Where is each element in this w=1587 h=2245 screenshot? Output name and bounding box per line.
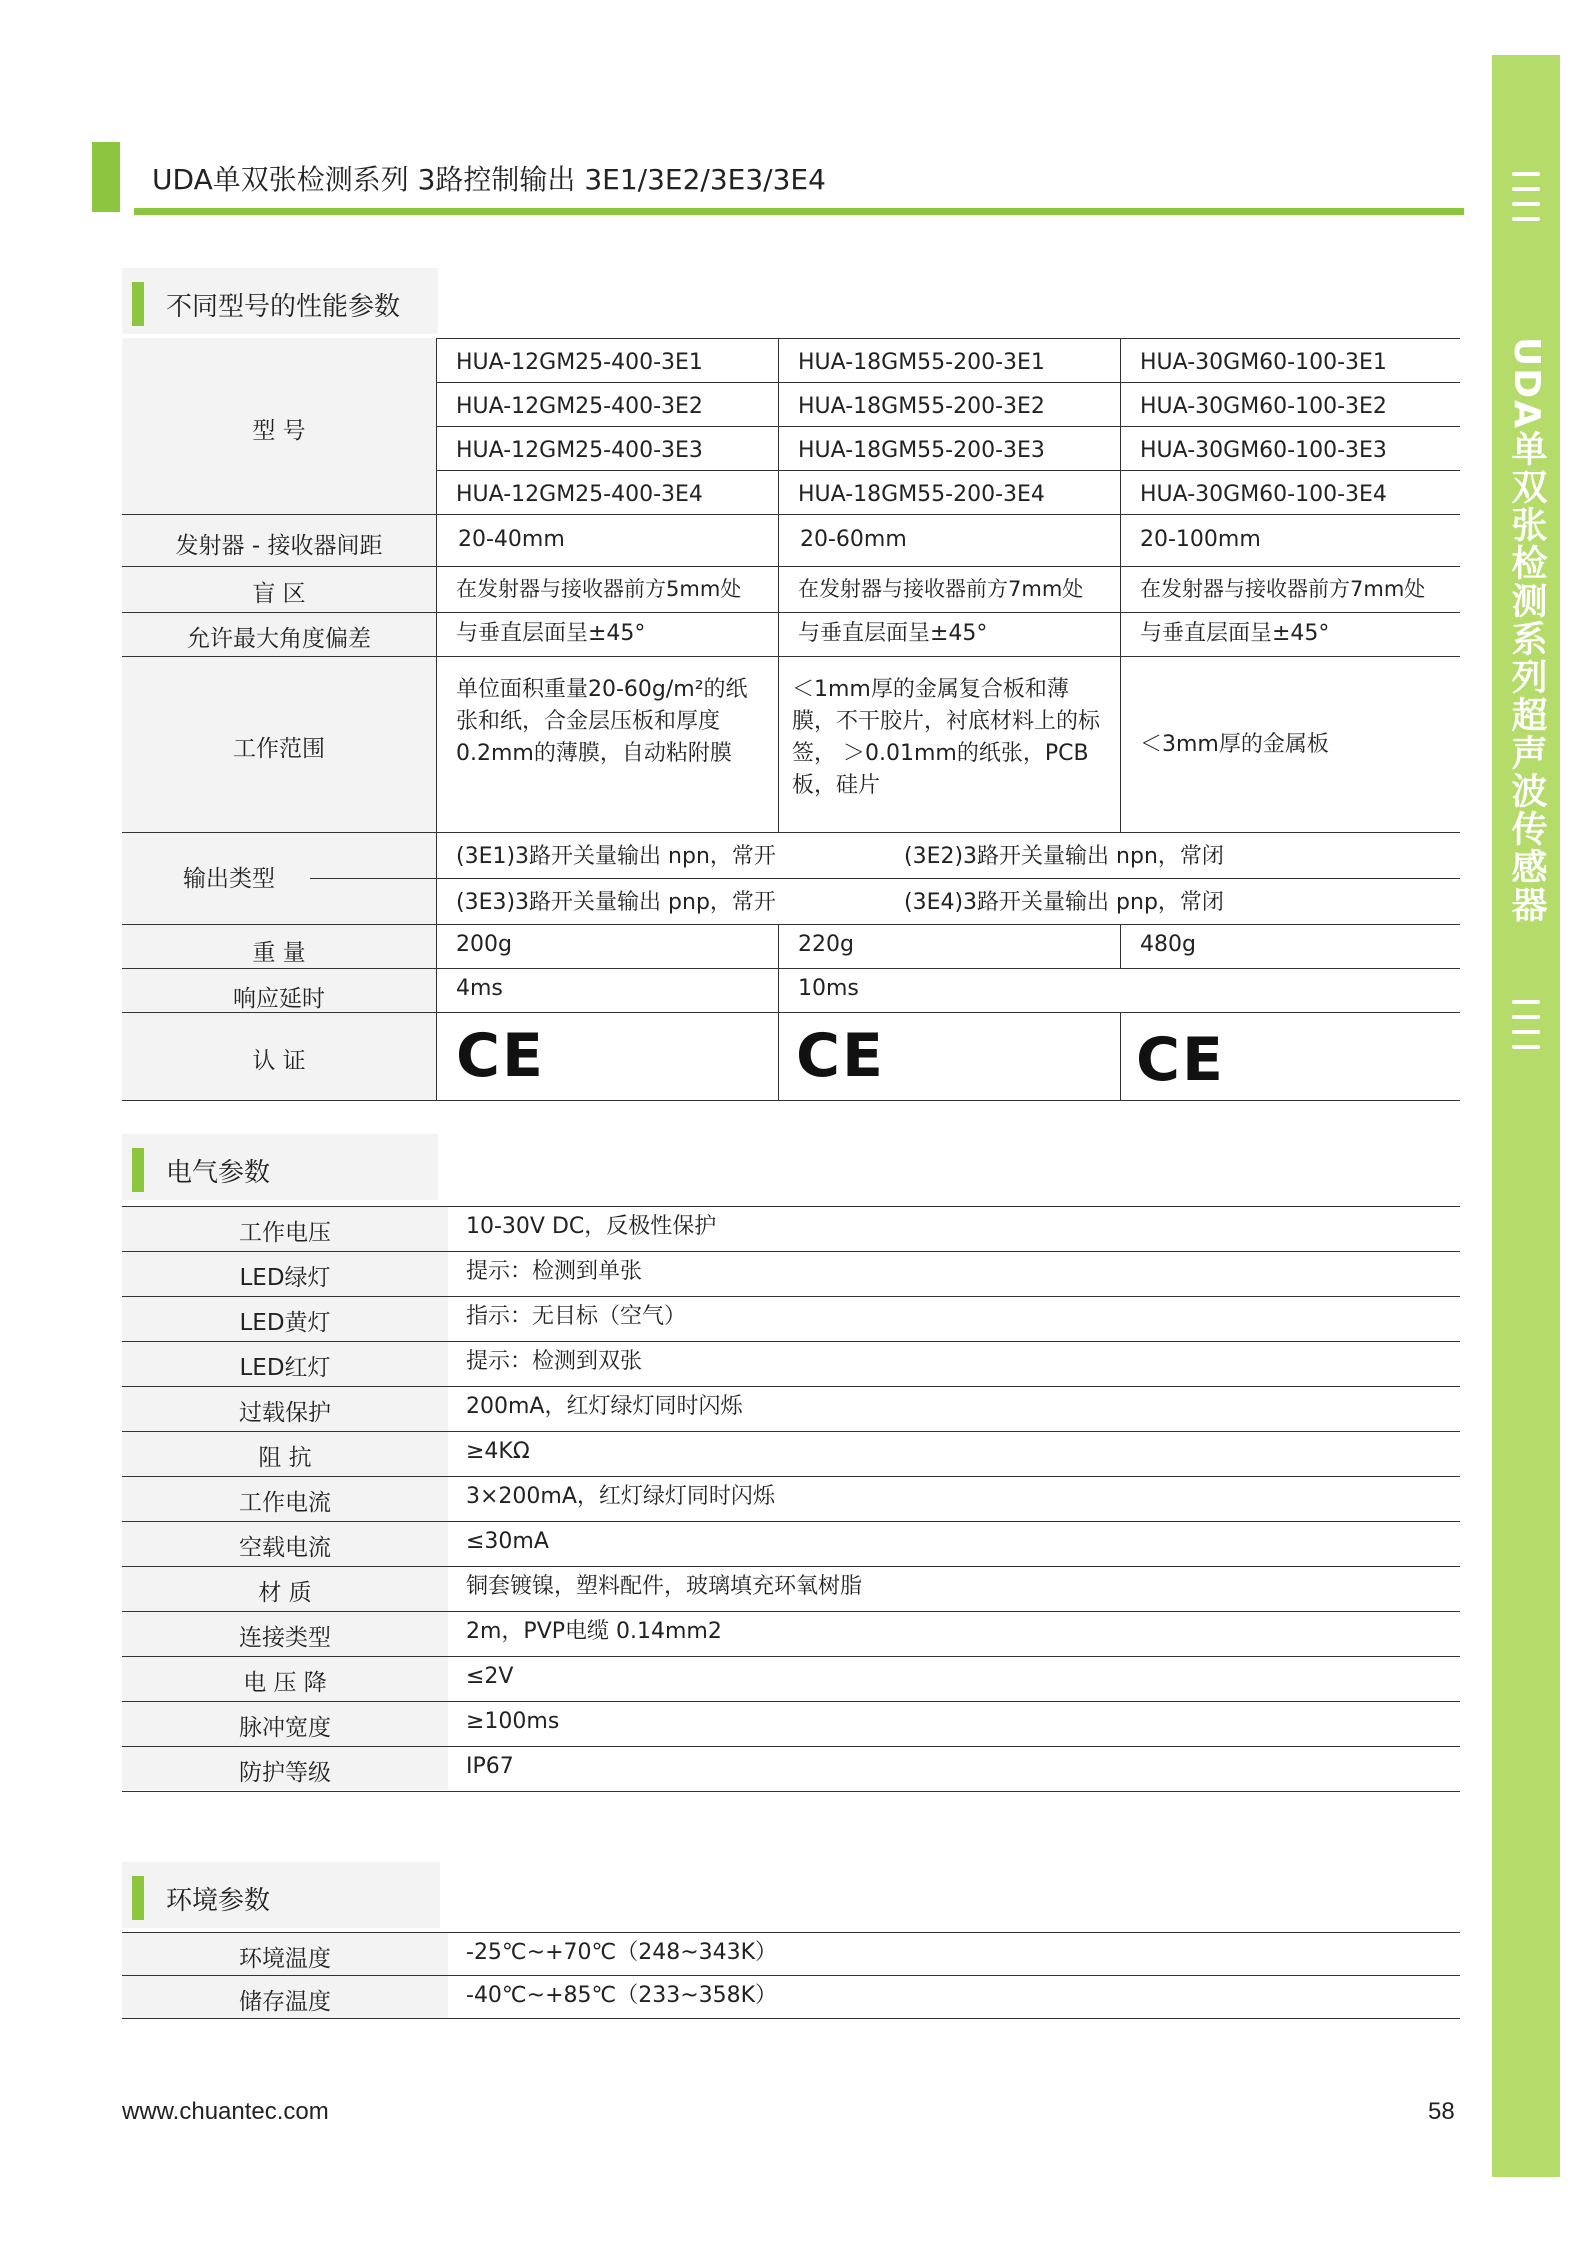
page-title: UDA单双张检测系列 3路控制输出 3E1/3E2/3E3/3E4 bbox=[152, 163, 826, 196]
section-title: 不同型号的性能参数 bbox=[166, 292, 401, 322]
distance-cell: 20-100mm bbox=[1140, 527, 1261, 552]
row-divider bbox=[122, 1341, 1460, 1342]
spec-value: ≤30mA bbox=[466, 1529, 549, 1554]
spec-value: 提示：检测到单张 bbox=[466, 1259, 643, 1284]
row-divider bbox=[122, 1701, 1460, 1702]
spec-label: 连接类型 bbox=[239, 1625, 331, 1651]
model-cell: HUA-18GM55-200-3E3 bbox=[798, 438, 1045, 463]
row-divider bbox=[122, 1251, 1460, 1252]
response-cell: 10ms bbox=[798, 976, 859, 1001]
spec-label: 工作电压 bbox=[239, 1220, 331, 1246]
spec-label: LED绿灯 bbox=[239, 1265, 331, 1291]
spec-value: 3×200mA，红灯绿灯同时闪烁 bbox=[466, 1484, 775, 1509]
spec-value: ≤2V bbox=[466, 1664, 514, 1689]
angle-cell: 与垂直层面呈±45° bbox=[456, 621, 646, 646]
response-cell: 4ms bbox=[456, 976, 503, 1001]
blind-label: 盲 区 bbox=[252, 581, 306, 607]
spec-value: IP67 bbox=[466, 1754, 514, 1779]
output-cell: (3E2)3路开关量输出 npn，常闭 bbox=[904, 844, 1224, 869]
response-label: 响应延时 bbox=[233, 986, 325, 1012]
row-divider bbox=[122, 1611, 1460, 1612]
section-mark bbox=[132, 1148, 144, 1192]
spec-value: 提示：检测到双张 bbox=[466, 1349, 643, 1374]
spec-value: 铜套镀镍，塑料配件，玻璃填充环氧树脂 bbox=[466, 1574, 863, 1599]
spec-label: 材 质 bbox=[258, 1580, 312, 1606]
weight-label: 重 量 bbox=[252, 940, 306, 966]
header-underline bbox=[134, 208, 1464, 215]
blind-cell: 在发射器与接收器前方5mm处 bbox=[456, 577, 742, 601]
range-cell: ＜1mm厚的金属复合板和薄膜，不干胶片，衬底材料上的标签， ＞0.01mm的纸张，PCB板，硅片 bbox=[792, 677, 1101, 798]
spec-value: ≥4KΩ bbox=[466, 1439, 530, 1464]
section-mark bbox=[132, 1876, 144, 1920]
section-header-performance bbox=[122, 268, 438, 334]
angle-cell: 与垂直层面呈±45° bbox=[798, 621, 988, 646]
row-divider bbox=[122, 1656, 1460, 1657]
spec-value: -40℃~+85℃（233~358K） bbox=[466, 1983, 778, 2008]
model-cell: HUA-18GM55-200-3E4 bbox=[798, 482, 1045, 507]
distance-cell: 20-60mm bbox=[800, 527, 907, 552]
angle-cell: 与垂直层面呈±45° bbox=[1140, 621, 1330, 646]
spec-label: 防护等级 bbox=[239, 1760, 331, 1786]
weight-cell: 200g bbox=[456, 932, 512, 957]
spec-label: 储存温度 bbox=[239, 1989, 331, 2015]
section-header-environment bbox=[122, 1862, 440, 1928]
row-divider bbox=[122, 1746, 1460, 1747]
ce-mark-icon: CE bbox=[1136, 1025, 1226, 1095]
section-mark bbox=[132, 282, 144, 326]
spec-value: 2m，PVP电缆 0.14mm2 bbox=[466, 1619, 722, 1644]
model-cell: HUA-30GM60-100-3E4 bbox=[1140, 482, 1387, 507]
model-cell: HUA-30GM60-100-3E3 bbox=[1140, 438, 1387, 463]
distance-label: 发射器 - 接收器间距 bbox=[175, 533, 383, 559]
cert-label: 认 证 bbox=[252, 1048, 306, 1074]
range-cell: 单位面积重量20-60g/m²的纸张和纸，合金层压板和厚度0.2mm的薄膜，自动粘附膜 bbox=[456, 677, 748, 766]
spec-label: 工作电流 bbox=[239, 1490, 331, 1516]
row-divider bbox=[122, 1386, 1460, 1387]
distance-cell: 20-40mm bbox=[458, 527, 565, 552]
ce-mark-icon: CE bbox=[796, 1021, 886, 1091]
page-number: 58 bbox=[1428, 2098, 1455, 2125]
side-marks-top bbox=[1512, 172, 1540, 232]
spec-label: 环境温度 bbox=[239, 1946, 331, 1972]
side-title: UDA单双张检测系列超声波传感器 bbox=[1506, 336, 1547, 924]
spec-value: 指示：无目标（空气） bbox=[466, 1304, 687, 1329]
model-cell: HUA-12GM25-400-3E3 bbox=[456, 438, 703, 463]
row-divider bbox=[122, 1791, 1460, 1792]
blind-cell: 在发射器与接收器前方7mm处 bbox=[798, 577, 1084, 601]
weight-cell: 220g bbox=[798, 932, 854, 957]
side-marks-bottom bbox=[1512, 1000, 1540, 1060]
output-cell: (3E1)3路开关量输出 npn，常开 bbox=[456, 844, 776, 869]
header-accent-bar bbox=[92, 142, 120, 212]
spec-label: 脉冲宽度 bbox=[239, 1715, 331, 1741]
row-divider bbox=[122, 1521, 1460, 1522]
spec-label: 阻 抗 bbox=[258, 1445, 312, 1471]
model-cell: HUA-12GM25-400-3E2 bbox=[456, 394, 703, 419]
output-label: 输出类型 bbox=[183, 866, 275, 892]
model-cell: HUA-30GM60-100-3E2 bbox=[1140, 394, 1387, 419]
spec-label: 过载保护 bbox=[239, 1400, 331, 1426]
section-title: 电气参数 bbox=[166, 1158, 271, 1188]
spec-label: 空载电流 bbox=[239, 1535, 331, 1561]
blind-cell: 在发射器与接收器前方7mm处 bbox=[1140, 577, 1426, 601]
output-cell: (3E3)3路开关量输出 pnp，常开 bbox=[456, 890, 776, 915]
weight-cell: 480g bbox=[1140, 932, 1196, 957]
range-label: 工作范围 bbox=[233, 736, 325, 762]
spec-value: ≥100ms bbox=[466, 1709, 560, 1734]
model-cell: HUA-18GM55-200-3E2 bbox=[798, 394, 1045, 419]
spec-label: 电 压 降 bbox=[243, 1670, 327, 1696]
row-divider bbox=[122, 2018, 1460, 2019]
ce-mark-icon: CE bbox=[456, 1021, 546, 1091]
spec-value: 10-30V DC，反极性保护 bbox=[466, 1214, 717, 1239]
model-cell: HUA-12GM25-400-3E4 bbox=[456, 482, 703, 507]
range-cell: ＜3mm厚的金属板 bbox=[1140, 732, 1329, 757]
footer-url: www.chuantec.com bbox=[122, 2098, 329, 2125]
spec-label: LED红灯 bbox=[239, 1355, 331, 1381]
spec-value: 200mA，红灯绿灯同时闪烁 bbox=[466, 1394, 743, 1419]
spec-label: LED黄灯 bbox=[239, 1310, 331, 1336]
spec-value: -25℃~+70℃（248~343K） bbox=[466, 1940, 778, 1965]
row-divider bbox=[122, 1476, 1460, 1477]
model-label: 型 号 bbox=[252, 418, 306, 444]
output-label-rule bbox=[310, 878, 436, 879]
angle-label: 允许最大角度偏差 bbox=[187, 626, 371, 652]
output-cell: (3E4)3路开关量输出 pnp，常闭 bbox=[904, 890, 1224, 915]
row-divider bbox=[122, 1566, 1460, 1567]
row-divider bbox=[122, 1975, 1460, 1976]
model-cell: HUA-12GM25-400-3E1 bbox=[456, 350, 703, 375]
model-cell: HUA-30GM60-100-3E1 bbox=[1140, 350, 1387, 375]
model-cell: HUA-18GM55-200-3E1 bbox=[798, 350, 1045, 375]
row-divider bbox=[122, 1431, 1460, 1432]
section-header-electrical bbox=[122, 1134, 438, 1200]
section-title: 环境参数 bbox=[166, 1886, 271, 1916]
row-divider bbox=[122, 1296, 1460, 1297]
